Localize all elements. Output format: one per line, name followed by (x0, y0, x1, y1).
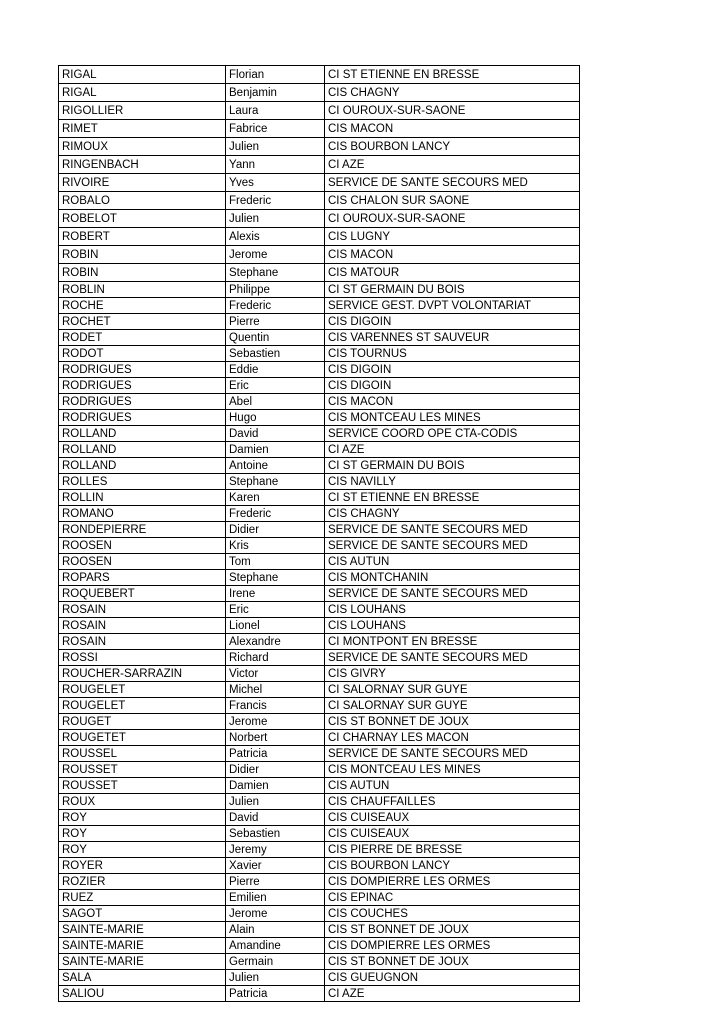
table-row (59, 650, 580, 666)
last-name-cell: ROSAIN (59, 634, 226, 650)
first-name-cell: Pierre (226, 874, 325, 890)
table-row (59, 264, 580, 282)
first-name-cell: Emilien (226, 890, 325, 906)
first-name-cell: Florian (226, 66, 325, 84)
last-name-cell: RIGAL (59, 84, 226, 102)
first-name-cell: Lionel (226, 618, 325, 634)
last-name-cell: SAINTE-MARIE (59, 922, 226, 938)
table-row (59, 228, 580, 246)
first-name-cell: Kris (226, 538, 325, 554)
first-name-cell: Jeremy (226, 842, 325, 858)
first-name-cell: David (226, 426, 325, 442)
first-name-cell: Hugo (226, 410, 325, 426)
last-name-cell: SAINTE-MARIE (59, 938, 226, 954)
first-name-cell: Philippe (226, 282, 325, 298)
last-name-cell: ROY (59, 842, 226, 858)
table-row (59, 634, 580, 650)
first-name-cell: Abel (226, 394, 325, 410)
last-name-cell: RIGOLLIER (59, 102, 226, 120)
table-row (59, 282, 580, 298)
station-cell: CIS MACON (325, 394, 580, 410)
table-row (59, 442, 580, 458)
station-cell: CI SALORNAY SUR GUYE (325, 698, 580, 714)
first-name-cell: Eddie (226, 362, 325, 378)
first-name-cell: Alexis (226, 228, 325, 246)
last-name-cell: RIMET (59, 120, 226, 138)
station-cell: CI SALORNAY SUR GUYE (325, 682, 580, 698)
table-row (59, 378, 580, 394)
first-name-cell: Sebastien (226, 346, 325, 362)
station-cell: CI ST GERMAIN DU BOIS (325, 458, 580, 474)
table-row (59, 714, 580, 730)
first-name-cell: Quentin (226, 330, 325, 346)
table-row (59, 858, 580, 874)
station-cell: CIS CHAGNY (325, 84, 580, 102)
table-row (59, 410, 580, 426)
last-name-cell: SAINTE-MARIE (59, 954, 226, 970)
station-cell: CI OUROUX-SUR-SAONE (325, 210, 580, 228)
station-cell: CIS MONTCEAU LES MINES (325, 410, 580, 426)
table-row (59, 458, 580, 474)
last-name-cell: ROBLIN (59, 282, 226, 298)
first-name-cell: Laura (226, 102, 325, 120)
table-row (59, 986, 580, 1002)
station-cell: CIS PIERRE DE BRESSE (325, 842, 580, 858)
table-row (59, 586, 580, 602)
last-name-cell: ROUGELET (59, 682, 226, 698)
personnel-table-body (59, 66, 580, 1002)
last-name-cell: RIGAL (59, 66, 226, 84)
last-name-cell: RONDEPIERRE (59, 522, 226, 538)
table-row (59, 778, 580, 794)
station-cell: CIS ST BONNET DE JOUX (325, 922, 580, 938)
station-cell: CIS TOURNUS (325, 346, 580, 362)
station-cell: CIS CHAGNY (325, 506, 580, 522)
station-cell: CIS EPINAC (325, 890, 580, 906)
table-row (59, 682, 580, 698)
first-name-cell: Damien (226, 442, 325, 458)
first-name-cell: Patricia (226, 986, 325, 1002)
station-cell: CI MONTPONT EN BRESSE (325, 634, 580, 650)
table-row (59, 730, 580, 746)
last-name-cell: RIMOUX (59, 138, 226, 156)
table-row (59, 210, 580, 228)
first-name-cell: Norbert (226, 730, 325, 746)
table-row (59, 970, 580, 986)
table-row (59, 906, 580, 922)
first-name-cell: Jerome (226, 906, 325, 922)
last-name-cell: ROUGET (59, 714, 226, 730)
station-cell: CIS NAVILLY (325, 474, 580, 490)
table-row (59, 810, 580, 826)
station-cell: CI ST ETIENNE EN BRESSE (325, 490, 580, 506)
station-cell: CIS MACON (325, 120, 580, 138)
table-row (59, 102, 580, 120)
station-cell: SERVICE GEST. DVPT VOLONTARIAT (325, 298, 580, 314)
table-row (59, 490, 580, 506)
station-cell: CIS GIVRY (325, 666, 580, 682)
table-row (59, 362, 580, 378)
first-name-cell: Frederic (226, 192, 325, 210)
table-row (59, 426, 580, 442)
last-name-cell: ROSAIN (59, 602, 226, 618)
table-row (59, 602, 580, 618)
first-name-cell: Richard (226, 650, 325, 666)
station-cell: SERVICE DE SANTE SECOURS MED (325, 538, 580, 554)
table-row (59, 474, 580, 490)
first-name-cell: Stephane (226, 474, 325, 490)
first-name-cell: Irene (226, 586, 325, 602)
first-name-cell: Didier (226, 522, 325, 538)
last-name-cell: ROUCHER-SARRAZIN (59, 666, 226, 682)
station-cell: CIS CHALON SUR SAONE (325, 192, 580, 210)
table-row (59, 138, 580, 156)
first-name-cell: Xavier (226, 858, 325, 874)
last-name-cell: RODOT (59, 346, 226, 362)
station-cell: CIS AUTUN (325, 778, 580, 794)
last-name-cell: ROSAIN (59, 618, 226, 634)
table-row (59, 794, 580, 810)
first-name-cell: Eric (226, 602, 325, 618)
last-name-cell: ROYER (59, 858, 226, 874)
last-name-cell: RODRIGUES (59, 362, 226, 378)
first-name-cell: Jerome (226, 714, 325, 730)
first-name-cell: Eric (226, 378, 325, 394)
table-row (59, 174, 580, 192)
station-cell: CIS AUTUN (325, 554, 580, 570)
last-name-cell: ROLLIN (59, 490, 226, 506)
last-name-cell: ROLLAND (59, 458, 226, 474)
last-name-cell: ROUX (59, 794, 226, 810)
table-row (59, 618, 580, 634)
first-name-cell: Damien (226, 778, 325, 794)
first-name-cell: David (226, 810, 325, 826)
station-cell: CIS MATOUR (325, 264, 580, 282)
table-row (59, 298, 580, 314)
table-row (59, 192, 580, 210)
last-name-cell: ROUSSET (59, 762, 226, 778)
table-row (59, 554, 580, 570)
first-name-cell: Julien (226, 138, 325, 156)
first-name-cell: Alexandre (226, 634, 325, 650)
last-name-cell: ROCHE (59, 298, 226, 314)
last-name-cell: ROUSSET (59, 778, 226, 794)
table-row (59, 842, 580, 858)
station-cell: CIS LOUHANS (325, 618, 580, 634)
station-cell: CIS DOMPIERRE LES ORMES (325, 874, 580, 890)
first-name-cell: Didier (226, 762, 325, 778)
table-row (59, 120, 580, 138)
last-name-cell: ROUGETET (59, 730, 226, 746)
last-name-cell: RIVOIRE (59, 174, 226, 192)
station-cell: CI AZE (325, 986, 580, 1002)
station-cell: CIS GUEUGNON (325, 970, 580, 986)
station-cell: CIS BOURBON LANCY (325, 858, 580, 874)
first-name-cell: Francis (226, 698, 325, 714)
station-cell: CIS ST BONNET DE JOUX (325, 954, 580, 970)
table-row (59, 84, 580, 102)
station-cell: CIS DIGOIN (325, 314, 580, 330)
table-row (59, 314, 580, 330)
first-name-cell: Karen (226, 490, 325, 506)
last-name-cell: SAGOT (59, 906, 226, 922)
last-name-cell: ROUGELET (59, 698, 226, 714)
last-name-cell: ROOSEN (59, 554, 226, 570)
first-name-cell: Julien (226, 794, 325, 810)
last-name-cell: RINGENBACH (59, 156, 226, 174)
table-row (59, 394, 580, 410)
last-name-cell: ROUSSEL (59, 746, 226, 762)
last-name-cell: ROMANO (59, 506, 226, 522)
station-cell: CIS DIGOIN (325, 378, 580, 394)
first-name-cell: Antoine (226, 458, 325, 474)
station-cell: CIS CHAUFFAILLES (325, 794, 580, 810)
last-name-cell: SALIOU (59, 986, 226, 1002)
station-cell: CIS MONTCHANIN (325, 570, 580, 586)
table-row (59, 66, 580, 84)
last-name-cell: RUEZ (59, 890, 226, 906)
table-row (59, 698, 580, 714)
last-name-cell: ROY (59, 810, 226, 826)
last-name-cell: ROPARS (59, 570, 226, 586)
first-name-cell: Jerome (226, 246, 325, 264)
first-name-cell: Amandine (226, 938, 325, 954)
table-row (59, 538, 580, 554)
first-name-cell: Michel (226, 682, 325, 698)
last-name-cell: ROY (59, 826, 226, 842)
first-name-cell: Patricia (226, 746, 325, 762)
station-cell: CIS DOMPIERRE LES ORMES (325, 938, 580, 954)
table-row (59, 246, 580, 264)
last-name-cell: ROBERT (59, 228, 226, 246)
station-cell: CIS LUGNY (325, 228, 580, 246)
table-row (59, 346, 580, 362)
station-cell: CI OUROUX-SUR-SAONE (325, 102, 580, 120)
last-name-cell: SALA (59, 970, 226, 986)
first-name-cell: Frederic (226, 298, 325, 314)
table-row (59, 666, 580, 682)
last-name-cell: RODET (59, 330, 226, 346)
station-cell: SERVICE DE SANTE SECOURS MED (325, 650, 580, 666)
first-name-cell: Benjamin (226, 84, 325, 102)
last-name-cell: ROLLAND (59, 442, 226, 458)
last-name-cell: ROBELOT (59, 210, 226, 228)
first-name-cell: Pierre (226, 314, 325, 330)
station-cell: CIS DIGOIN (325, 362, 580, 378)
station-cell: CI ST ETIENNE EN BRESSE (325, 66, 580, 84)
station-cell: SERVICE COORD OPE CTA-CODIS (325, 426, 580, 442)
table-row (59, 746, 580, 762)
first-name-cell: Julien (226, 970, 325, 986)
last-name-cell: ROCHET (59, 314, 226, 330)
table-row (59, 506, 580, 522)
station-cell: SERVICE DE SANTE SECOURS MED (325, 586, 580, 602)
station-cell: CI CHARNAY LES MACON (325, 730, 580, 746)
last-name-cell: RODRIGUES (59, 378, 226, 394)
personnel-table (58, 65, 580, 1002)
last-name-cell: ROBALO (59, 192, 226, 210)
last-name-cell: RODRIGUES (59, 394, 226, 410)
last-name-cell: ROSSI (59, 650, 226, 666)
station-cell: CIS BOURBON LANCY (325, 138, 580, 156)
station-cell: CIS ST BONNET DE JOUX (325, 714, 580, 730)
first-name-cell: Stephane (226, 264, 325, 282)
first-name-cell: Fabrice (226, 120, 325, 138)
last-name-cell: ROBIN (59, 246, 226, 264)
last-name-cell: ROZIER (59, 874, 226, 890)
station-cell: CIS MACON (325, 246, 580, 264)
station-cell: CI ST GERMAIN DU BOIS (325, 282, 580, 298)
station-cell: CIS LOUHANS (325, 602, 580, 618)
last-name-cell: ROLLES (59, 474, 226, 490)
table-row (59, 330, 580, 346)
roster-sheet (58, 65, 579, 1002)
station-cell: CIS MONTCEAU LES MINES (325, 762, 580, 778)
first-name-cell: Victor (226, 666, 325, 682)
first-name-cell: Tom (226, 554, 325, 570)
station-cell: CIS COUCHES (325, 906, 580, 922)
station-cell: CI AZE (325, 156, 580, 174)
table-row (59, 156, 580, 174)
table-row (59, 922, 580, 938)
table-row (59, 874, 580, 890)
station-cell: CIS CUISEAUX (325, 810, 580, 826)
table-row (59, 890, 580, 906)
first-name-cell: Yves (226, 174, 325, 192)
first-name-cell: Yann (226, 156, 325, 174)
first-name-cell: Julien (226, 210, 325, 228)
station-cell: SERVICE DE SANTE SECOURS MED (325, 174, 580, 192)
last-name-cell: ROBIN (59, 264, 226, 282)
table-row (59, 954, 580, 970)
station-cell: CIS CUISEAUX (325, 826, 580, 842)
station-cell: CI AZE (325, 442, 580, 458)
last-name-cell: ROOSEN (59, 538, 226, 554)
station-cell: SERVICE DE SANTE SECOURS MED (325, 522, 580, 538)
first-name-cell: Germain (226, 954, 325, 970)
last-name-cell: ROQUEBERT (59, 586, 226, 602)
table-row (59, 826, 580, 842)
table-row (59, 938, 580, 954)
last-name-cell: ROLLAND (59, 426, 226, 442)
station-cell: CIS VARENNES ST SAUVEUR (325, 330, 580, 346)
last-name-cell: RODRIGUES (59, 410, 226, 426)
first-name-cell: Sebastien (226, 826, 325, 842)
table-row (59, 762, 580, 778)
station-cell: SERVICE DE SANTE SECOURS MED (325, 746, 580, 762)
table-row (59, 522, 580, 538)
table-row (59, 570, 580, 586)
first-name-cell: Stephane (226, 570, 325, 586)
first-name-cell: Frederic (226, 506, 325, 522)
first-name-cell: Alain (226, 922, 325, 938)
